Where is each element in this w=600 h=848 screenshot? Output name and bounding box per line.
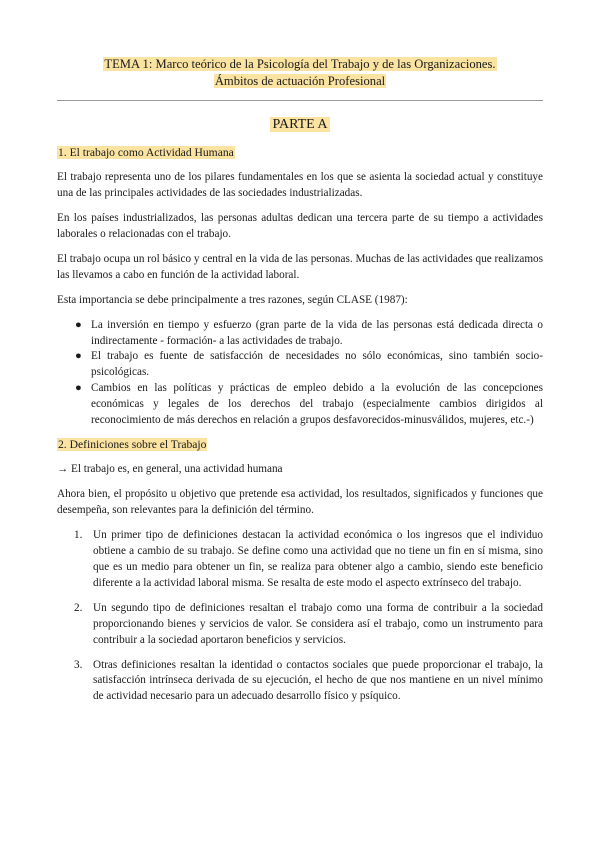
reasons-list — [57, 318, 543, 429]
bullet-icon: ● — [75, 350, 82, 363]
list-item: ● La inversión en tiempo y esfuerzo (gran parte de la vida de las personas está dedicada directa o indirectamente - formación- a las actividades de trabajo. — [75, 318, 543, 347]
paragraph: En los países industrializados, las personas adultas dedican una tercera parte de su tiempo a actividades laborales o relacionadas con el trabajo. — [57, 212, 543, 241]
paragraph: Esta importancia se debe principalmente a tres razones, según CLASE (1987): — [57, 293, 408, 306]
item-number: 3. — [74, 658, 83, 671]
title-line-2: Ámbitos de actuación Profesional — [214, 74, 386, 88]
part-heading: PARTE A — [272, 117, 328, 132]
list-item: ● Cambios en las políticas y prácticas de empleo debido a la evolución de las concepciones económicas y legales de los derechos del trabajo (especialmente cambios dirigidos al reconocimiento de más derechos en relación a grupos desfavorecidos-minusválidos, mujeres, etc.-) — [75, 382, 543, 427]
bullet-icon: ● — [75, 318, 82, 331]
section-2-heading: 2. Definiciones sobre el Trabajo — [58, 438, 207, 452]
bullet-icon: ● — [75, 382, 82, 395]
paragraph: El trabajo representa uno de los pilares fundamentales en los que se asienta la sociedad actual y constituye una de las principales actividades de las sociedades industrializadas. — [57, 171, 543, 200]
list-item: 2. Un segundo tipo de definiciones resaltan el trabajo como una forma de contribuir a la sociedad proporcionando bienes y servicios de valor. Se considera así el trabajo, como un instrumento para contribuir a la sociedad aportaron beneficios y servicios. — [74, 601, 543, 646]
arrow-statement: → El trabajo es, en general, una actividad humana — [57, 463, 283, 476]
section-1-heading: 1. El trabajo como Actividad Humana — [58, 145, 234, 159]
item-number: 1. — [74, 529, 83, 542]
definitions-list — [57, 528, 543, 705]
list-item: ● El trabajo es fuente de satisfacción de necesidades no sólo económicas, sino también socio-psicológicas. — [75, 350, 543, 379]
document-title — [57, 56, 543, 90]
title-divider — [57, 100, 543, 101]
item-number: 2. — [74, 601, 83, 614]
paragraph: Ahora bien, el propósito u objetivo que pretende esa actividad, los resultados, significados y funciones que desempeña, son relevantes para la definición del término. — [57, 488, 543, 517]
paragraph: El trabajo ocupa un rol básico y central en la vida de las personas. Muchas de las actividades que realizamos las llevamos a cabo en función de la actividad laboral. — [57, 252, 543, 281]
list-item: 3. Otras definiciones resaltan la identidad o contactos sociales que puede proporcionar el trabajo, la satisfacción intrínseca derivada de su ejecución, el hecho de que nos mantiene en un nivel mínimo de actividad necesario para un adecuado desarrollo físico y psíquico. — [74, 658, 543, 703]
title-line-1: TEMA 1: Marco teórico de la Psicología del Trabajo y de las Organizaciones. — [104, 57, 496, 71]
list-item: 1. Un primer tipo de definiciones destacan la actividad económica o los ingresos que el individuo obtiene a cambio de su trabajo. Se define como una actividad que no tiene un fin en sí misma, sino que es un medio para obtener un fin, se realiza para obtener algo a cambio, siendo este beneficio diferente a la actividad laboral misma. Se resalta de este modo el aspecto extrínseco del trabajo. — [74, 529, 543, 589]
